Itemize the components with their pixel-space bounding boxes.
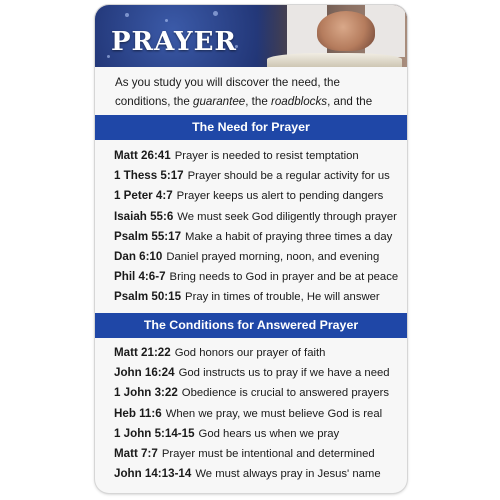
verse-text: Prayer should be a regular activity for us (187, 170, 390, 183)
verse-text: We must always pray in Jesus' name (195, 468, 381, 481)
verse-item (114, 186, 404, 206)
verse-ref: 1 John 5:14-15 (114, 426, 195, 440)
verse-text: Prayer must be intentional and determined (161, 447, 375, 460)
verse-item (114, 363, 404, 383)
verse-item (114, 424, 404, 444)
verse-item (114, 166, 404, 186)
verse-item (114, 247, 404, 267)
verse-text: Make a habit of praying three times a day (185, 230, 393, 243)
praying-hands (317, 11, 375, 51)
verse-text: Daniel prayed morning, noon, and evening (166, 250, 380, 263)
verse-item (114, 343, 404, 363)
sparkle-decoration (165, 19, 168, 22)
verse-text: Prayer keeps us alert to pending dangers (176, 190, 384, 203)
conditions-list (114, 343, 404, 484)
sparkle-decoration (213, 11, 218, 16)
card-title: PRAYER (111, 27, 238, 57)
verse-text: Bring needs to God in prayer and be at peace (169, 271, 399, 284)
verse-item (114, 146, 404, 166)
sparkle-decoration (107, 55, 110, 58)
verse-ref: John 14:13-14 (114, 467, 192, 481)
verse-ref: Heb 11:6 (114, 406, 162, 420)
verse-text: God instructs us to pray if we have a need (178, 367, 390, 380)
verse-ref: Psalm 50:15 (114, 290, 182, 304)
verse-item (114, 287, 404, 307)
verse-item (114, 207, 404, 227)
verse-item (114, 444, 404, 464)
verse-item (114, 383, 404, 403)
verse-text: We must seek God diligently through prayer (177, 210, 397, 223)
verse-ref: Matt 21:22 (114, 346, 171, 359)
emphasis-guarantee: guarantee (193, 95, 246, 108)
need-list (114, 146, 404, 308)
verse-item (114, 227, 404, 247)
verse-ref: John 16:24 (114, 366, 175, 380)
verse-text: When we pray, we must believe God is real (165, 407, 383, 420)
verse-ref: Isaiah 55:6 (114, 209, 174, 223)
verse-item (114, 464, 404, 484)
verse-ref: Phil 4:6-7 (114, 270, 166, 284)
verse-text: God hears us when we pray (198, 427, 340, 440)
verse-ref: 1 Thess 5:17 (114, 169, 184, 183)
verse-ref: Matt 26:41 (114, 149, 171, 162)
verse-item (114, 404, 404, 424)
verse-ref: 1 John 3:22 (114, 386, 178, 400)
open-bible (267, 53, 402, 67)
praying-hands-photo (257, 5, 407, 67)
section-heading-conditions: The Conditions for Answered Prayer (95, 313, 407, 338)
intro-text: As you study you will discover the need, the conditions, the guarantee, the roadblocks, and the (115, 73, 393, 130)
header-banner (95, 5, 407, 67)
verse-ref: 1 Peter 4:7 (114, 189, 173, 203)
emphasis-roadblocks: roadblocks (271, 95, 328, 108)
verse-ref: Psalm 55:17 (114, 229, 182, 243)
verse-text: Obedience is crucial to answered prayers (181, 387, 390, 400)
verse-ref: Matt 7:7 (114, 446, 158, 460)
sparkle-decoration (125, 13, 129, 17)
prayer-card (95, 5, 407, 493)
verse-text: God honors our prayer of faith (174, 347, 326, 359)
section-heading-need: The Need for Prayer (95, 115, 407, 140)
verse-text: Prayer is needed to resist temptation (174, 150, 359, 162)
verse-ref: Dan 6:10 (114, 249, 163, 263)
verse-item (114, 267, 404, 287)
verse-text: Pray in times of trouble, He will answer (185, 291, 380, 304)
